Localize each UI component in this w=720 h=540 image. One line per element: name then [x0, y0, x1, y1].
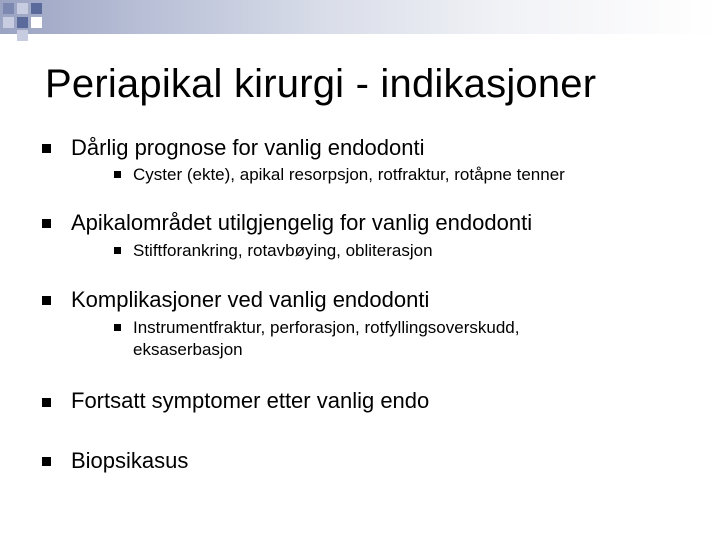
bullet-text: Apikalområdet utilgjengelig for vanlig endodonti	[71, 210, 533, 235]
sub-bullet-text: Stiftforankring, rotavbøying, obliterasjon	[133, 241, 433, 260]
sub-bullet-text: Instrumentfraktur, perforasjon, rotfyllingsoverskudd,	[133, 318, 520, 337]
deco-square	[17, 3, 28, 14]
sub-bullet-marker	[114, 247, 121, 254]
sub-bullet-text-continued: eksaserbasjon	[133, 340, 243, 359]
deco-square	[17, 17, 28, 28]
sub-bullet-marker	[114, 171, 121, 178]
bullet-marker	[42, 219, 51, 228]
decorative-squares	[0, 0, 60, 40]
slide-title: Periapikal kirurgi - indikasjoner	[45, 62, 597, 106]
bullet-text: Biopsikasus	[71, 448, 189, 473]
bullet-marker	[42, 296, 51, 305]
bullet-text: Komplikasjoner ved vanlig endodonti	[71, 287, 430, 312]
bullet-marker	[42, 144, 51, 153]
deco-square	[3, 3, 14, 14]
deco-square	[31, 3, 42, 14]
sub-bullet-text: Cyster (ekte), apikal resorpsjon, rotfraktur, rotåpne tenner	[133, 165, 565, 184]
bullet-text: Dårlig prognose for vanlig endodonti	[71, 135, 425, 160]
bullet-marker	[42, 457, 51, 466]
deco-square	[31, 17, 42, 28]
sub-bullet-marker	[114, 324, 121, 331]
bullet-marker	[42, 398, 51, 407]
deco-square	[3, 17, 14, 28]
deco-square	[17, 30, 28, 41]
bullet-text: Fortsatt symptomer etter vanlig endo	[71, 388, 430, 413]
top-gradient-band	[0, 0, 720, 34]
